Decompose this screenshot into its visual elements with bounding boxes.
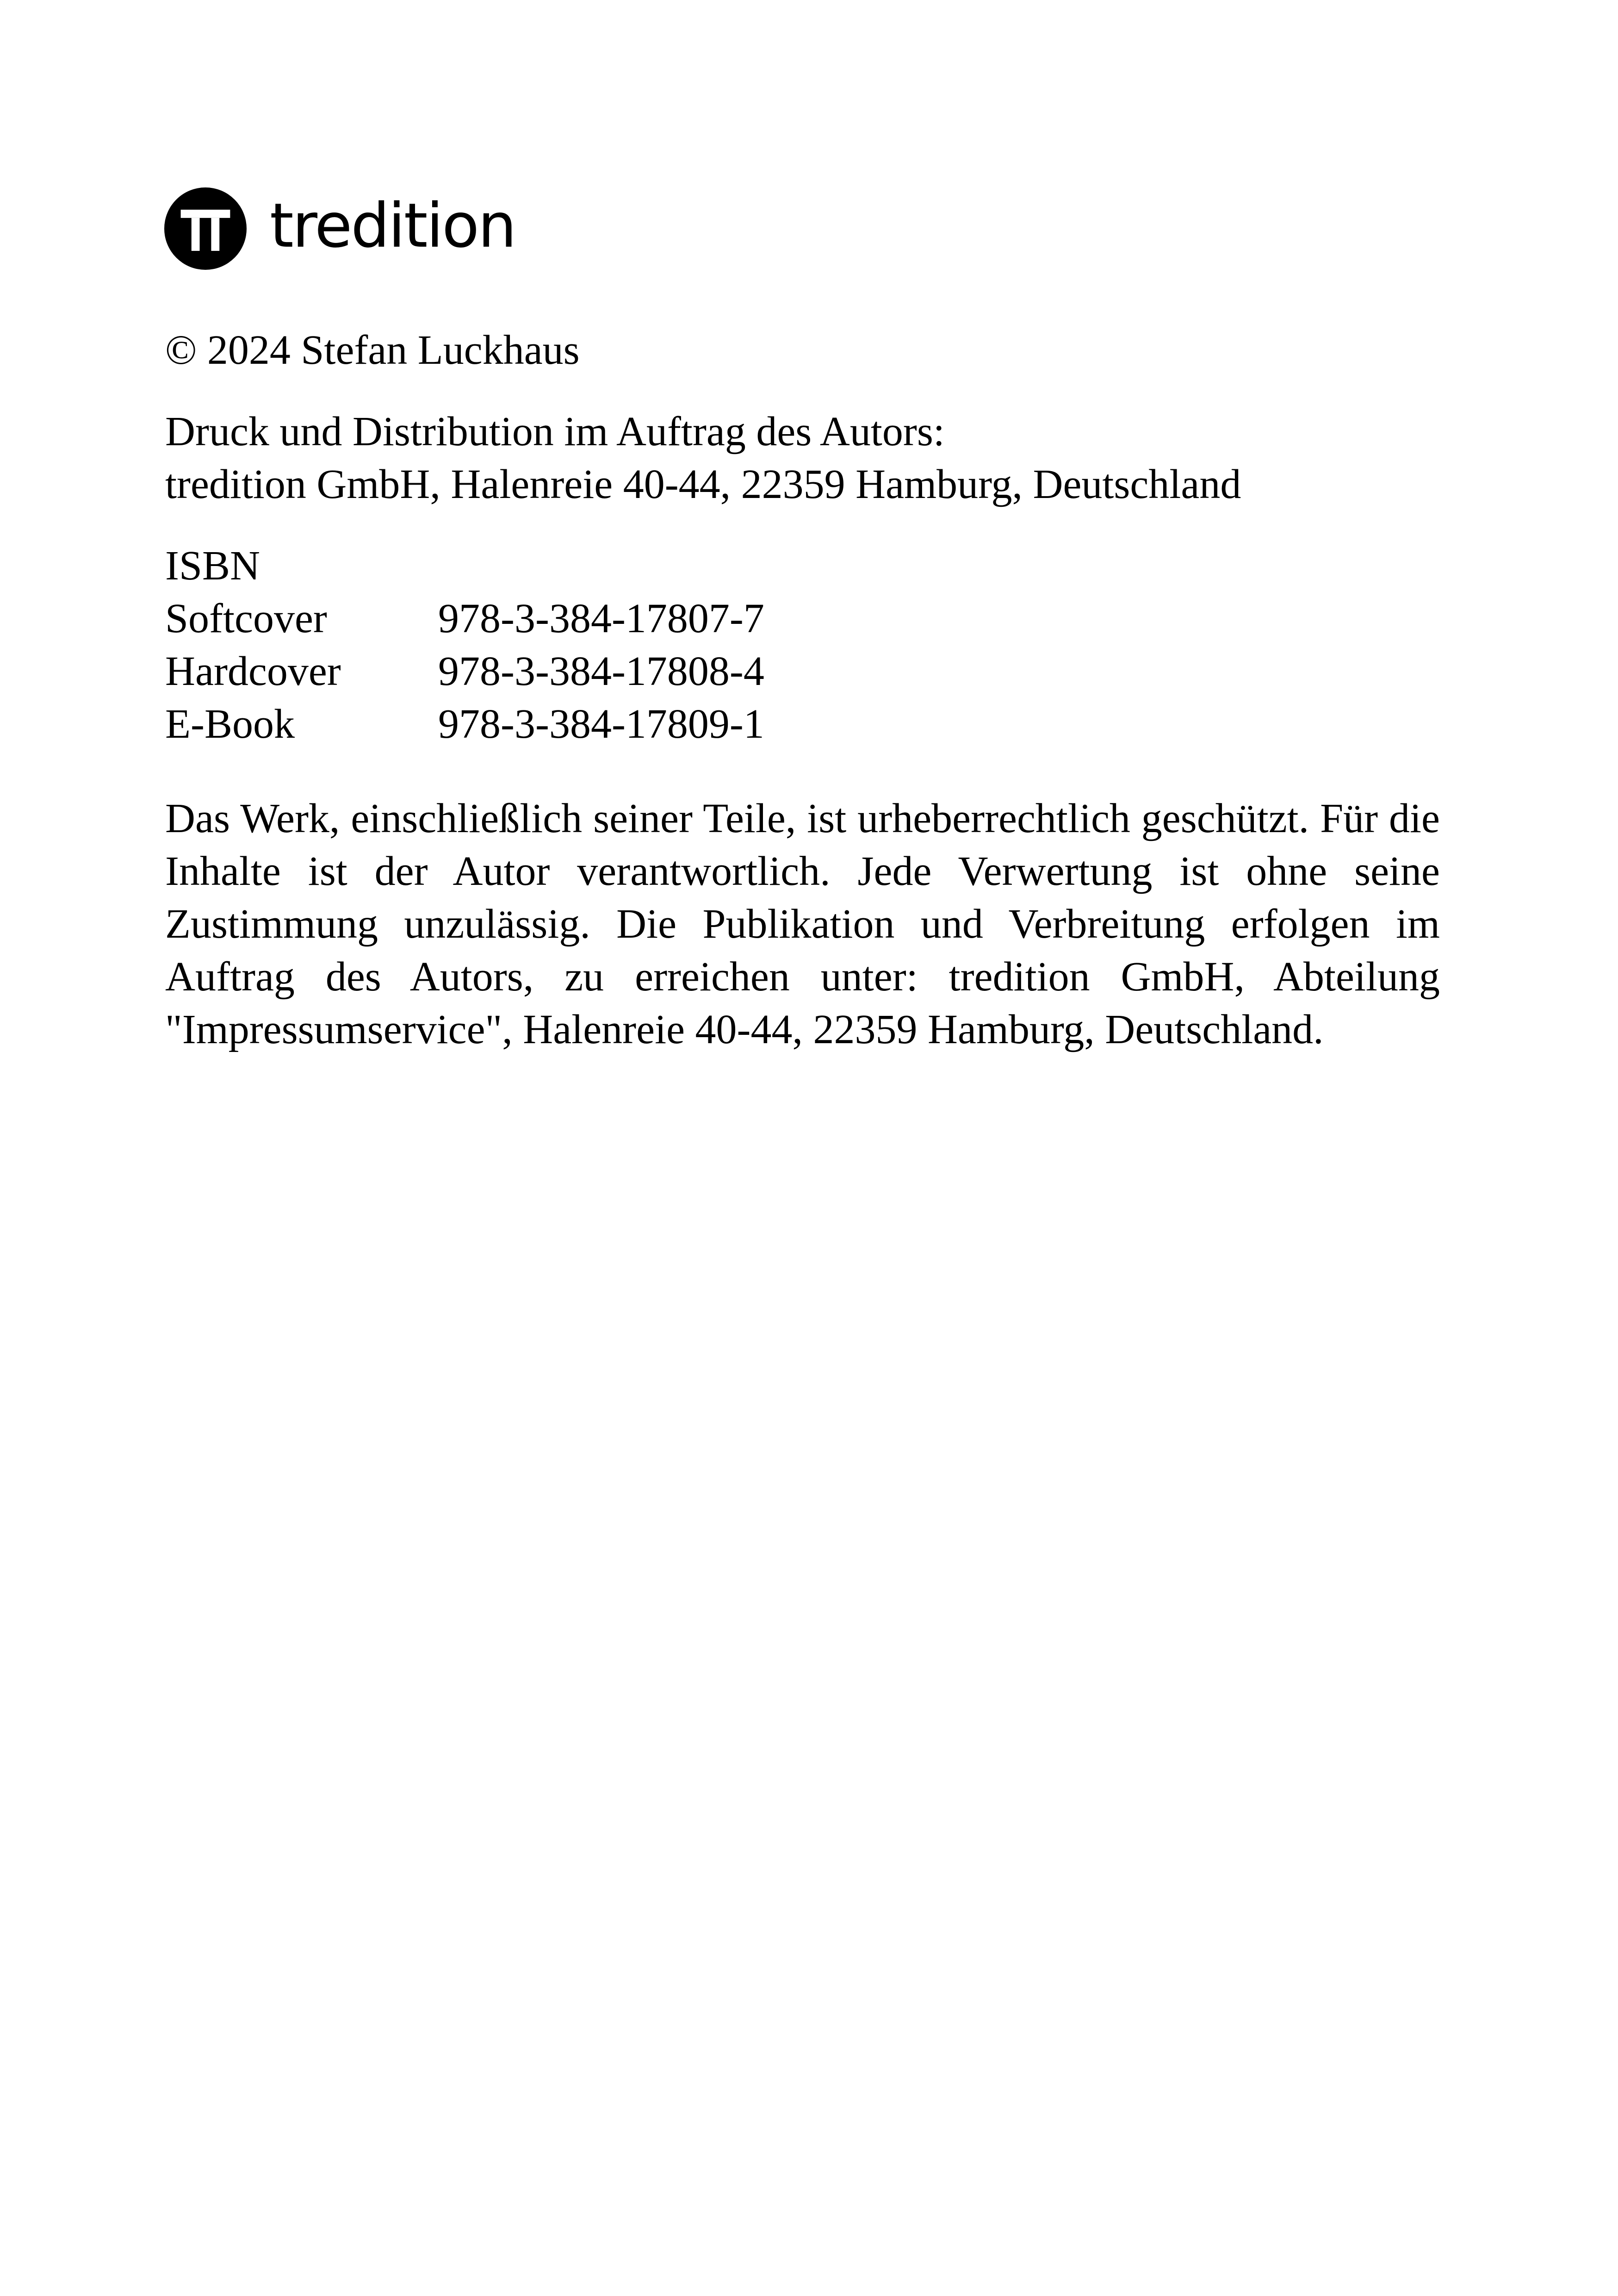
print-distribution-line-1: Druck und Distribution im Auftrag des Autors: xyxy=(165,409,945,454)
isbn-row-softcover xyxy=(165,592,1440,645)
copyright-line: © 2024 Stefan Luckhaus xyxy=(165,327,580,373)
isbn-label: Softcover xyxy=(165,596,327,641)
imprint-text xyxy=(165,324,1440,1098)
isbn-row-ebook xyxy=(165,698,1440,751)
isbn-heading: ISBN xyxy=(165,543,260,589)
print-distribution-block xyxy=(165,405,1440,511)
isbn-value: 978-3-384-17808-4 xyxy=(438,648,764,694)
isbn-value: 978-3-384-17807-7 xyxy=(438,596,764,641)
isbn-label: Hardcover xyxy=(165,648,341,694)
tredition-logo-icon xyxy=(164,187,247,270)
copyright-notice: Das Werk, einschließlich seiner Teile, ist urheberrechtlich geschützt. Für die Inhalte ist der Autor verantwortlich. Jede Verwertung ist ohne seine Zustimmung unzulässig. Die Publikation und Verbreitung erfolgen im Auftrag des Autors, zu erreichen unter: tredition GmbH, Abteilung "Impressumservice", Halenreie 40-44, 22359 Hamburg, Deutschland. xyxy=(165,796,1440,1052)
publisher-logo xyxy=(164,187,515,270)
publisher-wordmark: tredition xyxy=(270,190,515,261)
publisher-address-line: tredition GmbH, Halenreie 40-44, 22359 Hamburg, Deutschland xyxy=(165,461,1241,507)
isbn-block xyxy=(165,540,1440,751)
isbn-row-hardcover xyxy=(165,645,1440,698)
isbn-label: E-Book xyxy=(165,701,295,747)
isbn-value: 978-3-384-17809-1 xyxy=(438,701,764,747)
